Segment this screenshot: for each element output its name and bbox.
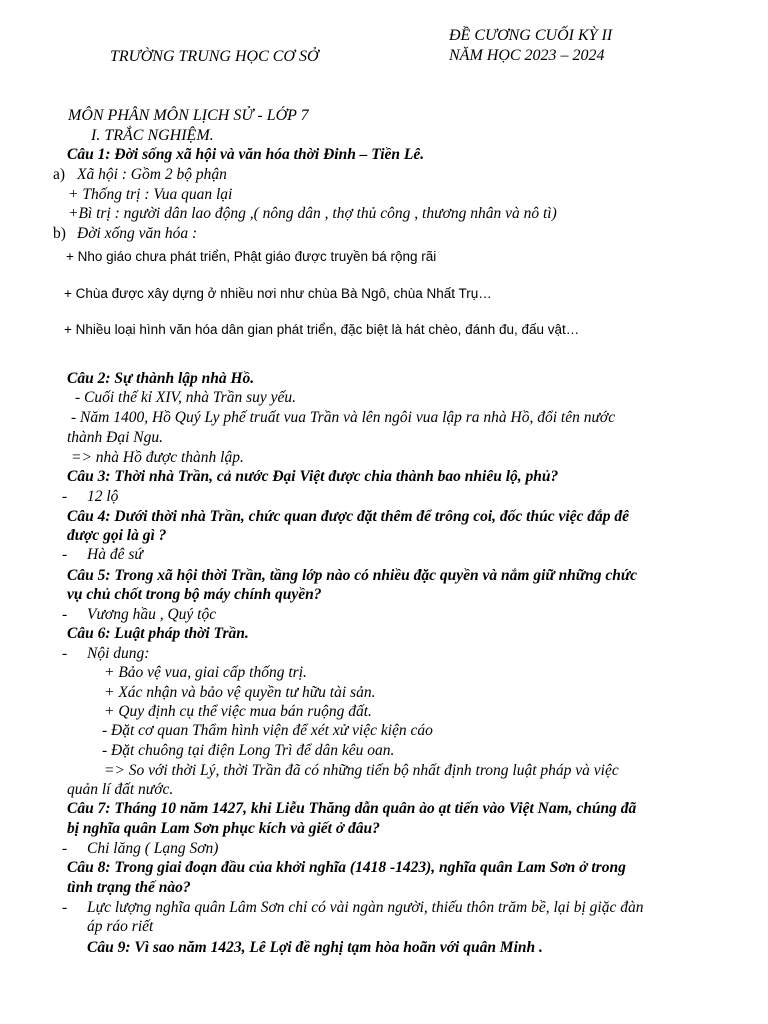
q6-content-4: - Đặt cơ quan Thẩm hình viện để xét xử việc kiện cáo [102,722,433,739]
list-marker-a: a) [53,166,66,183]
question-8-title-line-1: Câu 8: Trong giai đoạn đầu của khởi nghĩa (1418 -1423), nghĩa quân Lam Sơn ở trong [67,859,626,876]
q6-content-2: + Xác nhận và bảo vệ quyền tư hữu tài sản. [104,684,376,701]
q6-content-label: Nội dung: [87,645,150,662]
q2-line-2: - Năm 1400, Hồ Quý Ly phế truất vua Trần và lên ngôi vua lập ra nhà Hồ, đổi tên nước [71,409,616,426]
q1-society-label: Xã hội : Gồm 2 bộ phận [77,166,227,183]
q3-answer: 12 lộ [87,488,119,505]
question-3-title: Câu 3: Thời nhà Trần, cả nước Đại Việt được chia thành bao nhiêu lộ, phủ? [67,468,559,485]
subject-line: MÔN PHÂN MÔN LỊCH SỬ - LỚP 7 [68,107,309,124]
document-title: ĐỀ CƯƠNG CUỐI KỲ II [449,27,613,44]
q6-content-1: + Bảo vệ vua, giai cấp thống trị. [104,664,307,681]
q2-line-3: thành Đại Ngu. [67,429,164,446]
q8-answer-line-2: áp ráo riết [87,918,154,935]
q7-dash: - [62,840,68,857]
question-2-title: Câu 2: Sự thành lập nhà Hồ. [67,370,255,387]
question-5-title-line-2: vụ chủ chốt trong bộ máy chính quyền? [67,586,322,603]
list-marker-b: b) [53,225,66,242]
q6-dash: - [62,645,68,662]
q1-culture-label: Đời xống văn hóa : [77,225,198,242]
q5-dash: - [62,606,68,623]
q1-ruling-class: + Thống trị : Vua quan lại [68,186,233,203]
q4-answer: Hà đê sứ [87,546,143,563]
q1-culture-item-2: + Chùa được xây dựng ở nhiều nơi như chùa Bà Ngô, chùa Nhất Trụ… [64,286,492,301]
q8-answer-line-1: Lực lượng nghĩa quân Lâm Sơn chỉ có vài ngàn người, thiếu thôn trăm bề, lại bị giặc đàn [87,899,644,916]
section-heading: I. TRẮC NGHIỆM. [91,127,214,144]
question-4-title-line-1: Câu 4: Dưới thời nhà Trần, chức quan được đặt thêm để trông coi, đốc thúc việc đắp đê [67,508,630,525]
q2-conclusion: => nhà Hồ được thành lập. [71,449,244,466]
question-1-title: Câu 1: Đời sống xã hội và văn hóa thời Đinh – Tiền Lê. [67,146,425,163]
question-7-title-line-1: Câu 7: Tháng 10 năm 1427, khi Liễu Thăng dẫn quân ào ạt tiến vào Việt Nam, chúng đã [67,800,637,817]
school-name: TRƯỜNG TRUNG HỌC CƠ SỞ [110,48,319,65]
q1-ruled-class: +Bì trị : người dân lao động ,( nông dân , thợ thủ công , thương nhân và nô tì) [68,205,557,222]
q8-dash: - [62,899,68,916]
q1-culture-item-3: + Nhiều loại hình văn hóa dân gian phát triển, đặc biệt là hát chèo, đánh đu, đấu vật… [64,322,580,337]
q6-conclusion-line-1: => So với thời Lý, thời Trần đã có những tiến bộ nhất định trong luật pháp và việc [104,762,619,779]
question-4-title-line-2: được gọi là gì ? [67,527,167,544]
question-8-title-line-2: tình trạng thế nào? [67,879,191,896]
q6-content-3: + Quy định cụ thể việc mua bán ruộng đất. [104,703,372,720]
q5-answer: Vương hầu , Quý tộc [87,606,217,623]
q1-culture-item-1: + Nho giáo chưa phát triển, Phật giáo được truyền bá rộng rãi [66,249,437,264]
question-7-title-line-2: bị nghĩa quân Lam Sơn phục kích và giết ở đâu? [67,820,380,837]
question-9-title: Câu 9: Vì sao năm 1423, Lê Lợi đề nghị tạm hòa hoãn với quân Minh . [87,939,543,956]
q3-dash: - [62,488,68,505]
q6-conclusion-line-2: quản lí đất nước. [67,781,174,798]
q2-line-1: - Cuối thế kỉ XIV, nhà Trần suy yếu. [75,389,296,406]
q4-dash: - [62,546,68,563]
question-6-title: Câu 6: Luật pháp thời Trần. [67,625,249,642]
q6-content-5: - Đặt chuông tại điện Long Trì để dân kêu oan. [102,742,395,759]
school-year: NĂM HỌC 2023 – 2024 [449,47,605,64]
question-5-title-line-1: Câu 5: Trong xã hội thời Trần, tầng lớp nào có nhiều đặc quyền và nắm giữ những chức [67,567,638,584]
q7-answer: Chi lăng ( Lạng Sơn) [87,840,219,857]
